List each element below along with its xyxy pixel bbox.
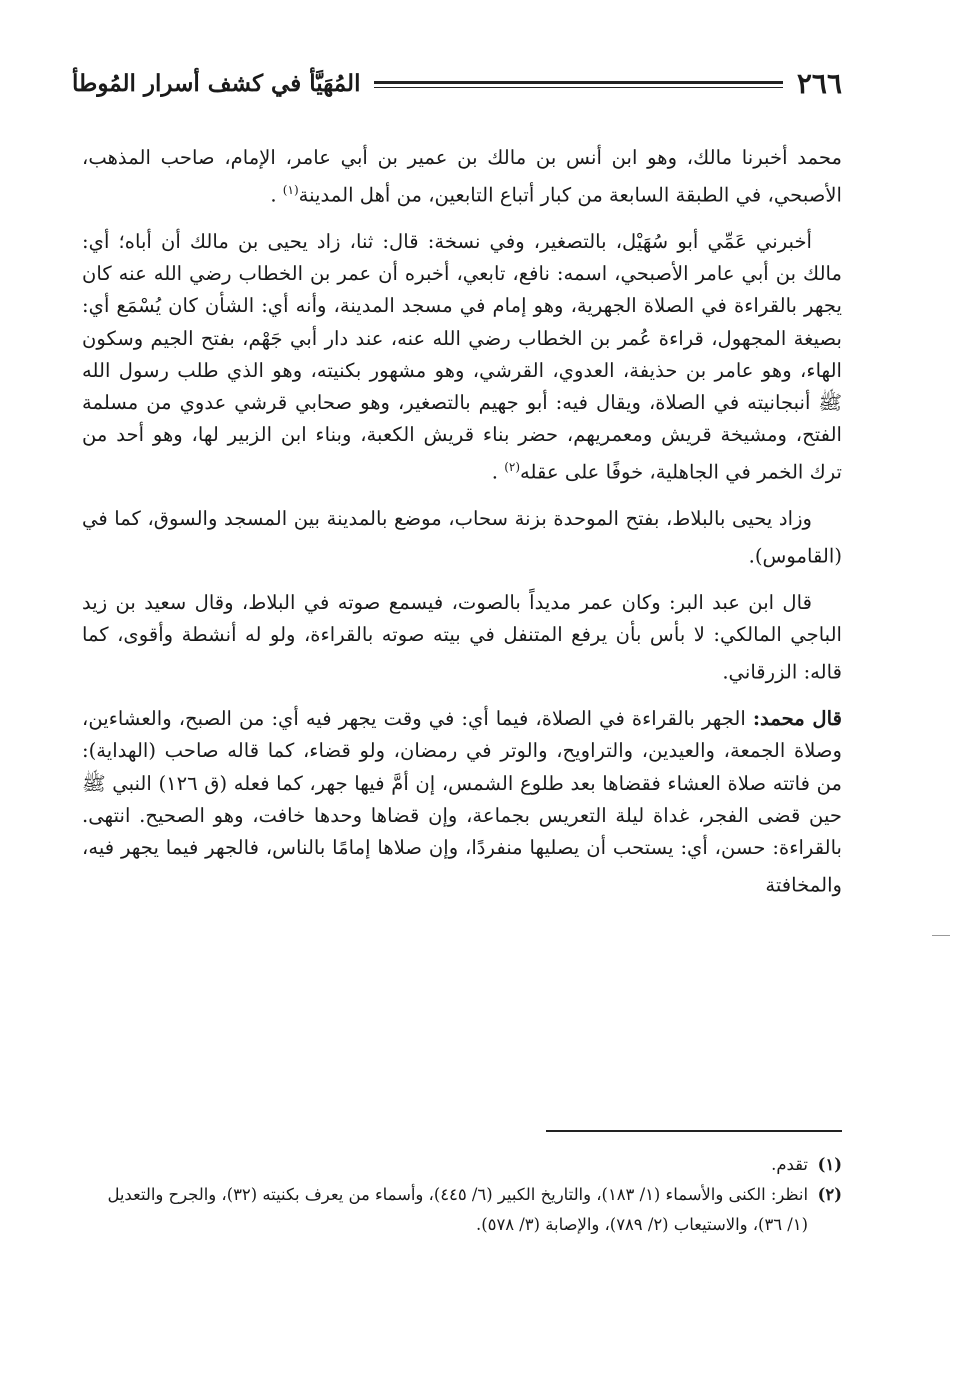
main-text bbox=[82, 142, 842, 916]
paragraph-text: محمد أخبرنا مالك، وهو ابن أنس بن مالك بن عمير بن أبي عامر، الإمام، صاحب المذهب، الأصبحي، في الطبقة السابعة من كبار أتباع التابعين، من أهل المدينة bbox=[82, 146, 842, 207]
footnote-separator bbox=[546, 1130, 842, 1132]
paragraph-text: أخبرني عَمِّي أبو سُهَيْل، بالتصغير، وفي نسخة: قال: ثنا، زاد يحيى بن مالك أن أباه؛ أي: مالك بن أبي عامر الأصبحي، اسمه: نافع، تابعي، أخبره أن عمر بن الخطاب رضي الله عنه كان يجهر بالقراءة في الصلاة الجهرية، وهو إمام في مسجد المدينة، وأنه أي: الشأن كان يُسْمَع أي: بصيغة المجهول، قراءة عُمر بن الخطاب رضي الله عنه، عند دار أبي جَهْم، بفتح الجيم وسكون الهاء، وهو عامر بن حذيفة، العدوي، القرشي، وهو مشهور بكنيته، وهو الذي طلب رسول الله ﷺ أنبجانيته في الصلاة، ويقال فيه: أبو جهيم بالتصغير، وهو صحابي قرشي عدوي من مسلمة الفتح، ومشيخة قريش ومعمريهم، حضر بناء قريش الكعبة، وبناء ابن الزبير لها، وهو أحد من ترك الخمر في الجاهلية، خوفًا على عقله bbox=[82, 229, 842, 484]
paragraph bbox=[82, 142, 842, 212]
paragraph bbox=[82, 587, 842, 689]
page-number: ٢٦٦ bbox=[796, 66, 842, 100]
header-rule bbox=[374, 81, 782, 88]
margin-mark bbox=[932, 935, 950, 936]
footnote-marker: (٢) bbox=[504, 460, 521, 475]
footnote bbox=[82, 1150, 842, 1180]
footnote-text: تقدم. bbox=[771, 1155, 808, 1174]
footnote-number: (١) bbox=[817, 1155, 842, 1174]
footnotes bbox=[82, 1150, 842, 1240]
footnote-marker: (١) bbox=[282, 183, 299, 198]
paragraph bbox=[82, 703, 842, 902]
page-header bbox=[72, 60, 842, 106]
footnote-number: (٢) bbox=[817, 1185, 842, 1204]
footnote bbox=[82, 1180, 842, 1240]
paragraph-text: قال ابن عبد البر: وكان عمر مديداً بالصوت، فيسمع صوته في البلاط، وقال سعيد بن زيد الباجي المالكي: لا بأس بأن يرفع المتنفل في بيته صوته بالقراءة، ولو له أنشطة وأقوى، كما قاله: الزرقاني. bbox=[82, 591, 842, 684]
paragraph-text: وزاد يحيى بالبلاط، بفتح الموحدة بزنة سحاب، موضع بالمدينة بين المسجد والسوق، كما في (القاموس). bbox=[82, 507, 842, 568]
paragraph-text: الجهر بالقراءة في الصلاة، فيما أي: في وقت يجهر فيه أي: من الصبح، والعشاءين، وصلاة الجمعة، والعيدين، والتراويح، والوتر في رمضان، ولو قضاء، كما قاله صاحب (الهداية): من فاتته صلاة العشاء فقضاها بعد طلوع الشمس، إن أمَّ فيها جهر، كما فعله (ق ١٢٦) النبي ﷺ حين قضى الفجر، غداة ليلة التعريس بجماعة، وإن قضاها وحدها خافت، وهو الصحيح. انتهى. بالقراءة: حسن، أي: يستحب أن يصليها منفردًا، وإن صلاها إمامًا بالناس، فالجهر فيما يجهر فيه، والمخافتة bbox=[82, 707, 842, 897]
paragraph bbox=[82, 503, 842, 573]
paragraph-tail: . bbox=[491, 460, 505, 484]
paragraph bbox=[82, 226, 842, 489]
paragraph-tail: . bbox=[270, 183, 283, 207]
paragraph-lead: قال محمد: bbox=[752, 707, 842, 731]
footnote-text: انظر: الكنى والأسماء (١/ ١٨٣)، والتاريخ الكبير (٦/ ٤٤٥)، وأسماء من يعرف بكنيته (٣٢)، والجرح والتعديل (١/ ٣٦)، والاستيعاب (٢/ ٧٨٩)، والإصابة (٣/ ٥٧٨). bbox=[107, 1185, 808, 1234]
book-title: المُهَيَّأ في كشف أسرار المُوطأ bbox=[72, 69, 361, 97]
